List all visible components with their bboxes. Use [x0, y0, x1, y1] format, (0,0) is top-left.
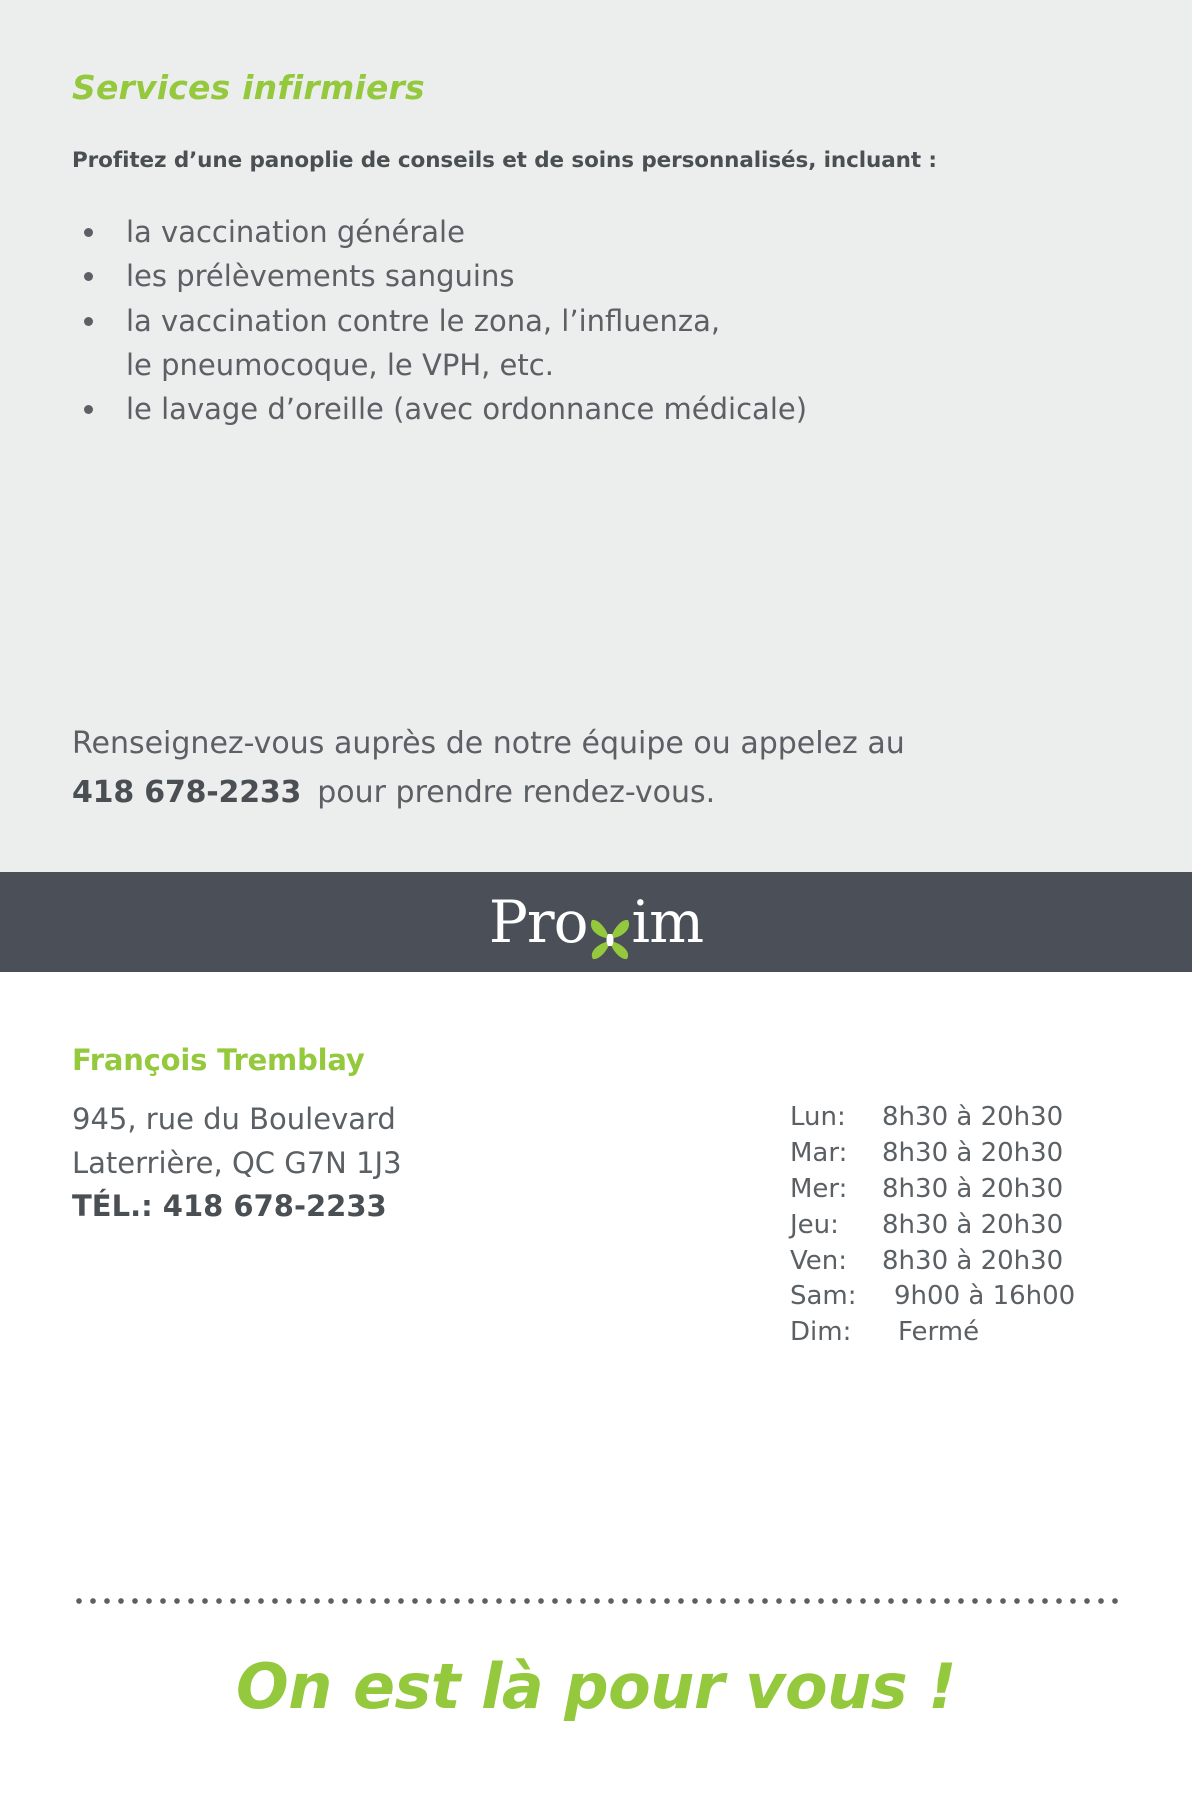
brand-logo-part1: Pro — [488, 888, 588, 956]
bullet-dot-icon — [84, 405, 93, 414]
hours-value: 8h30 à 20h30 — [882, 1209, 1064, 1240]
hours-day: Mar: — [790, 1137, 848, 1168]
logo-band — [0, 872, 1192, 972]
hours-value: 8h30 à 20h30 — [882, 1102, 1064, 1132]
appointment-callout — [72, 720, 1092, 817]
bullet-dot-icon — [84, 317, 93, 326]
hours-value: 8h30 à 20h30 — [882, 1173, 1064, 1204]
hours-day: Ven: — [790, 1245, 848, 1276]
hours-day: Mer: — [790, 1173, 848, 1204]
services-title: Services infirmiers — [72, 68, 425, 107]
list-item — [78, 299, 1028, 388]
list-item — [78, 387, 1028, 431]
hours-value: 9h00 à 16h00 — [894, 1281, 1076, 1312]
hours-day: Dim: — [790, 1317, 852, 1348]
bullet-dot-icon — [84, 228, 93, 237]
callout-text-before: Renseignez-vous auprès de notre équipe ou appelez au — [72, 726, 905, 761]
hours-day: Sam: — [790, 1281, 857, 1312]
services-subtitle: Profitez d’une panoplie de conseils et de soins personnalisés, incluant : — [72, 148, 937, 173]
table-row — [790, 1136, 1075, 1172]
address-line-2: Laterrière, QC G7N 1J3 — [72, 1145, 402, 1180]
hours-value: Fermé — [898, 1317, 980, 1348]
list-item — [78, 254, 1028, 298]
list-item — [78, 210, 1028, 254]
butterfly-icon — [586, 912, 634, 960]
callout-text-after: pour prendre rendez-vous. — [317, 774, 716, 810]
services-panel — [0, 0, 1192, 872]
brand-logo — [0, 872, 1192, 972]
hours-day: Lun: — [790, 1102, 846, 1132]
table-row — [790, 1244, 1075, 1280]
table-row — [790, 1279, 1075, 1315]
bullet-dot-icon — [84, 272, 93, 281]
dotted-divider — [72, 1598, 1120, 1604]
list-item-line1: la vaccination générale — [126, 215, 465, 249]
hours-value: 8h30 à 20h30 — [882, 1137, 1064, 1168]
list-item-line1: le lavage d’oreille (avec ordonnance médicale) — [126, 392, 808, 427]
store-address — [72, 1098, 402, 1229]
phone-label: TÉL.: — [72, 1189, 153, 1223]
store-owner-name: François Tremblay — [72, 1043, 365, 1077]
table-row — [790, 1100, 1075, 1136]
hours-value: 8h30 à 20h30 — [882, 1245, 1064, 1276]
slogan: On est là pour vous ! — [236, 1650, 956, 1723]
table-row — [790, 1208, 1075, 1244]
callout-phone-number[interactable]: 418 678-2233 — [72, 774, 302, 810]
hours-day: Jeu: — [790, 1209, 839, 1240]
brand-logo-part2: im — [631, 888, 704, 956]
store-phone[interactable] — [72, 1185, 402, 1229]
brand-logo-text — [488, 888, 704, 956]
list-item-line2: le pneumocoque, le VPH, etc. — [126, 348, 554, 383]
table-row — [790, 1172, 1075, 1208]
list-item-line1: les prélèvements sanguins — [126, 259, 515, 294]
phone-number: 418 678-2233 — [162, 1189, 387, 1223]
list-item-line1: la vaccination contre le zona, l’influenza, — [126, 303, 721, 338]
opening-hours-table — [790, 1100, 1075, 1351]
table-row — [790, 1315, 1075, 1351]
services-list — [78, 210, 1028, 432]
address-line-1: 945, rue du Boulevard — [72, 1102, 396, 1136]
